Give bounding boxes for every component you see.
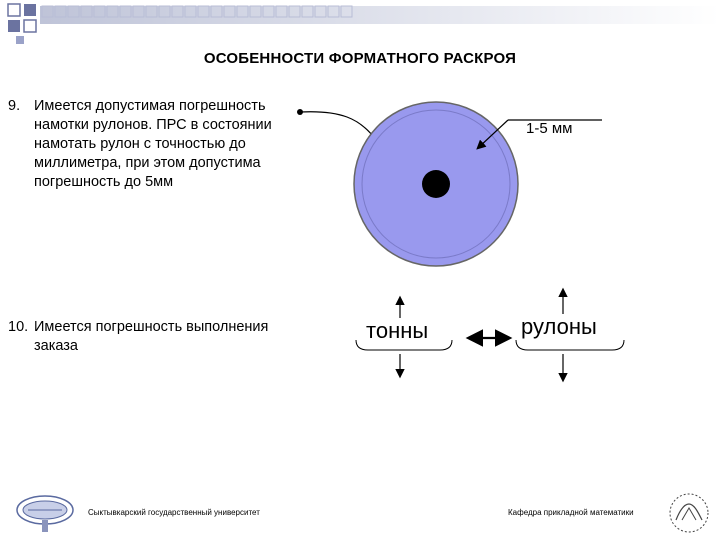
list-item-number: 10. bbox=[8, 319, 29, 335]
roll-core bbox=[422, 170, 450, 198]
footer-department: Кафедра прикладной математики bbox=[508, 508, 634, 517]
list-item-text: Имеется погрешность выполнения заказа bbox=[34, 319, 269, 354]
rulony-brace bbox=[516, 340, 624, 350]
pointer-arrow bbox=[300, 112, 376, 140]
slide-title: ОСОБЕННОСТИ ФОРМАТНОГО РАСКРОЯ bbox=[203, 50, 517, 67]
list-item-text: Имеется допустимая погрешность намотки рулонов. ПРС в состоянии намотать рулон с точностью до миллиметра, при этом допустима погрешность до 5мм bbox=[34, 98, 272, 190]
rulony-label: рулоны bbox=[521, 314, 597, 339]
footer-university: Сыктывкарский государственный университет bbox=[88, 508, 260, 517]
university-logo-icon bbox=[14, 490, 76, 536]
department-logo-icon bbox=[666, 490, 712, 536]
tonny-label: тонны bbox=[366, 318, 429, 343]
tolerance-label: 1-5 мм bbox=[526, 120, 573, 137]
list-item-number: 9. bbox=[8, 98, 21, 114]
